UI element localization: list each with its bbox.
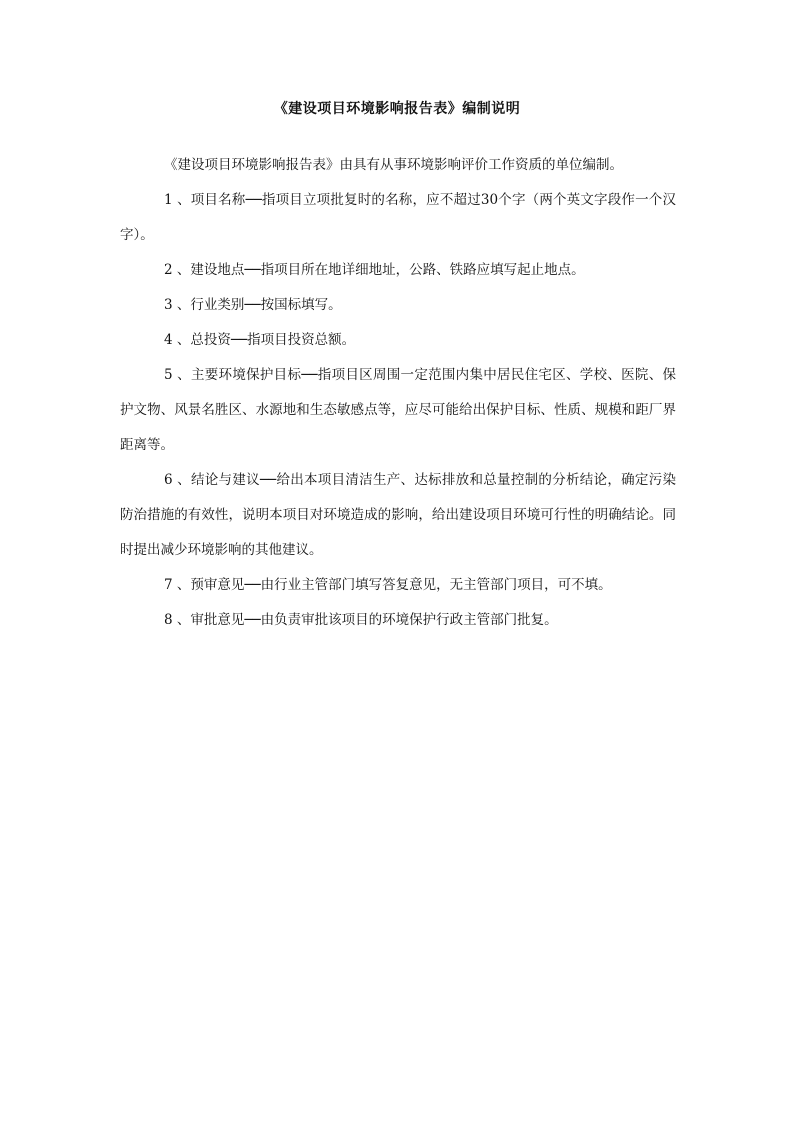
paragraph-item-4: 4 、总投资──指项目投资总额。 (164, 332, 356, 348)
document-body (120, 148, 676, 638)
paragraph-item-5: 5 、主要环境保护目标──指项目区周围一定范围内集中居民住宅区、学校、医院、保护文物、风景名胜区、水源地和生态敏感点等，应尽可能给出保护目标、性质、规模和距厂界距离等。 (120, 367, 676, 453)
document-title: 《建设项目环境影响报告表》编制说明 (273, 101, 521, 117)
paragraph-item-6: 6 、结论与建议──给出本项目清洁生产、达标排放和总量控制的分析结论，确定污染防治措施的有效性，说明本项目对环境造成的影响，给出建设项目环境可行性的明确结论。同时提出减少环境影响的其他建议。 (120, 472, 676, 558)
paragraph-item-8: 8 、审批意见──由负责审批该项目的环境保护行政主管部门批复。 (164, 612, 558, 628)
paragraph-item-7: 7 、预审意见──由行业主管部门填写答复意见，无主管部门项目，可不填。 (164, 577, 612, 593)
paragraph-item-2: 2 、建设地点──指项目所在地详细地址，公路、铁路应填写起止地点。 (164, 262, 585, 278)
paragraph-intro: 《建设项目环境影响报告表》由具有从事环境影响评价工作资质的单位编制。 (164, 157, 623, 173)
paragraph-item-3: 3 、行业类别──按国标填写。 (164, 297, 342, 313)
paragraph-item-1: 1 、项目名称──指项目立项批复时的名称，应不超过30个字（两个英文字段作一个汉字）。 (120, 192, 676, 243)
